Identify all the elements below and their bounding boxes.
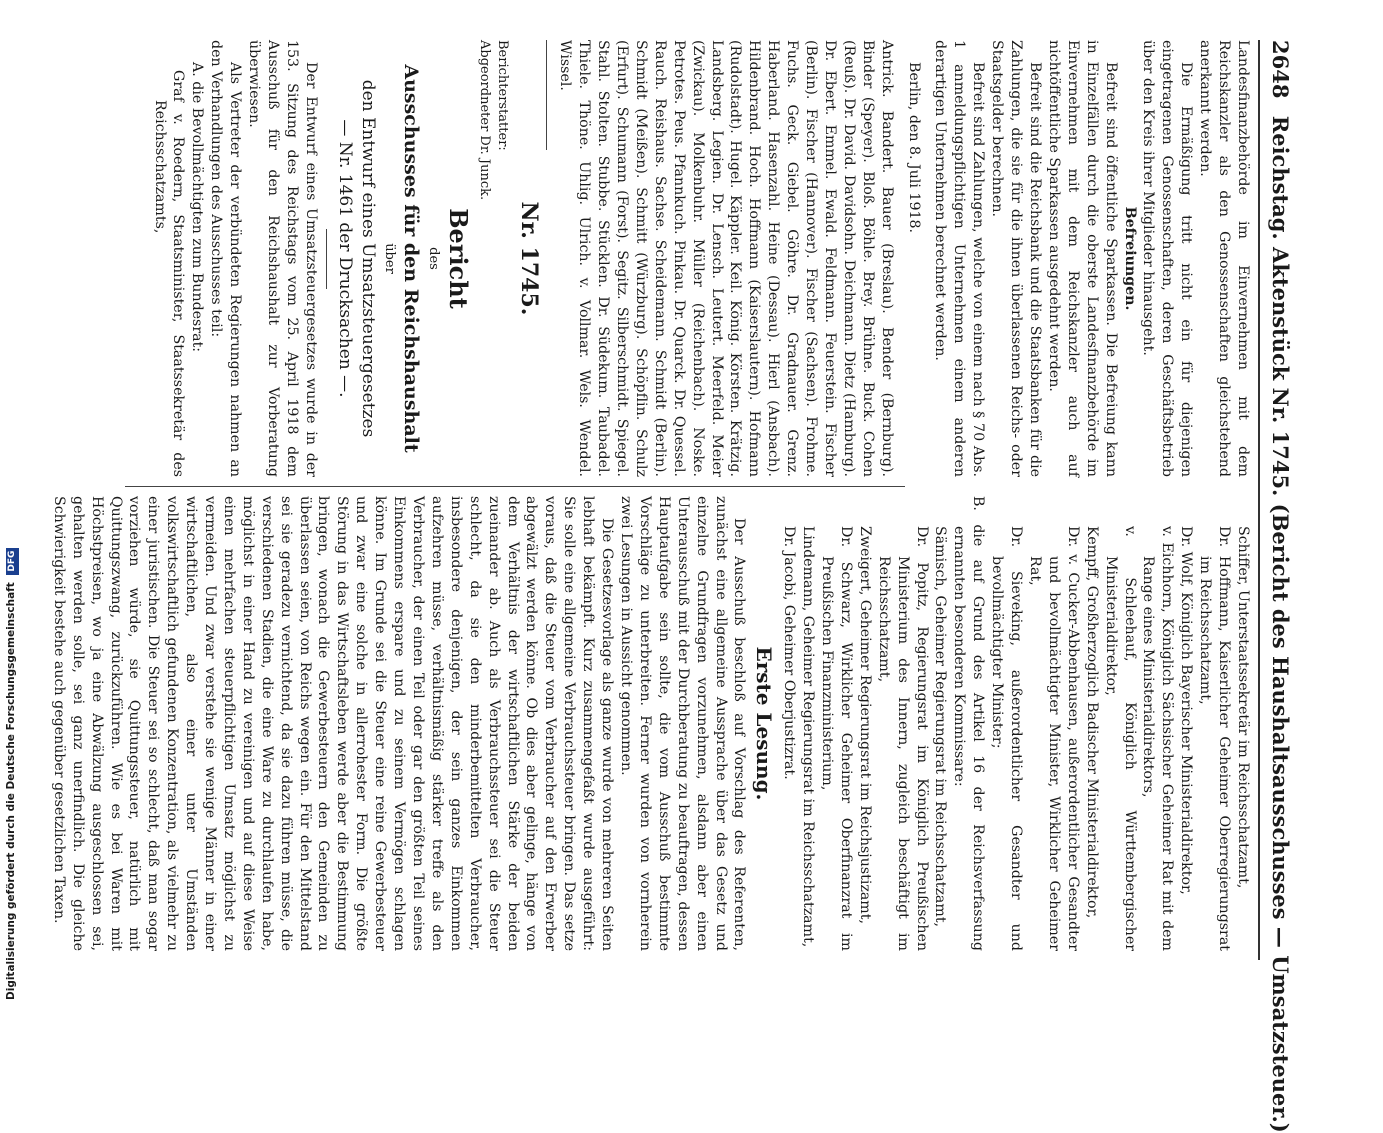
paragraph: Die Gesetzesvorlage als ganze wurde von mehreren Seiten lebhaft bekämpft. Kurz zusammengefaßt wurde ausgeführt: Sie solle eine allgemeine Verbrauchssteuer bringen. Das setze voraus, daß die Steuer vom Verbraucher auf den Erwerber abgewälzt werden könne. Ob dies aber gelinge, hänge von dem Verhältnis der wirtschaftlichen Stärke der beiden zueinander ab. Auch als Verbrauchssteuer sei die Steuer schlecht, da sie den minderbemittelten Verbraucher, insbesondere denjenigen, der sein ganzes Einkommen aufzehren müsse, verhältnismäßig stärker treffe als den Verbraucher, der einen Teil oder gar den größten Teil seines Einkommens erspare und zu seinem Vermögen schlagen könne. Im Grunde sei die Steuer eine reine Gewerbesteuer und zwar eine solche in allerrohester Form. Die größte Störung in das Wirtschaftsleben werde aber die Bestimmung bringen, wonach die Gewerbesteuern den Gemeinden zu überlassen seien, von Reichs wegen ein. Für den Mittelstand sei sie geradezu vernichtend, da sie dazu führen müsse, die verschiedenen Stadien, die eine Ware zu durchlaufen habe, möglichst in einer Hand zu vereinigen und auf diese Weise einen mehrfachen steuerpflichtigen Umsatz möglichst zu vermeiden. Und zwar verstehe sie wenige Männer in einer wirtschaftlichen, also einer unter Umständen volkswirtschaftlich gefundenen Konzentration, als vielmehr zu einer juristischen. Die Steuer sei so schlecht, daß man sogar vorziehen würde, sie Quittungssteuer, natürlich mit Quittungszwang, zurückzuführen. Wie es bei Waren mit Höchstpreisen, wo ja eine Abwälzung ausgeschlossen sei, gehalten werden solle, sei ganz unerfindlich. Die gleiche Schwierigkeit bestehe auch gegenüber gesetzlichen Taxen.: [50, 496, 616, 951]
paragraph: Der Entwurf eines Umsatzsteuergesetzes wurde in der 153. Sitzung des Reichstags vom 25. April 1918 dem Ausschuß für den Reichshaushalt zur Vorberatung überwiesen.: [246, 40, 319, 477]
report-title: Bericht: [443, 208, 473, 309]
running-title: Reichstag. Aktenstück Nr. 1745. (Bericht des Haushaltsausschusses — Umsatzsteuer.): [1268, 115, 1293, 1133]
list-item: Dr. Sieveking, außerordentlicher Gesandter und bevollmächtigter Minister;: [989, 526, 1025, 951]
paragraph: Als Vertreter der verbündeten Regierungen nahmen an den Verhandlungen des Ausschusses teil:: [208, 40, 244, 477]
list-item: v. Schleehauf, Königlich Württembergischer Ministerialdirektor,: [1102, 526, 1138, 951]
list-item: v. Eichhorn, Königlich Sächsischer Geheimer Rat mit dem Range eines Ministerialdirektors,: [1140, 526, 1176, 951]
paragraph: Die Ermäßigung tritt nicht ein für diejenigen eingetragenen Genossenschaften, deren Geschäftsbetrieb über den Kreis ihrer Mitglieder hinausgeht.: [1140, 40, 1195, 477]
list-item: Sämisch, Geheimer Regierungsrat im Reichsschatzamt,: [932, 526, 949, 928]
list-item: Dr. Hoffmann, Kaiserlicher Geheimer Oberregierungsrat im Reichsschatzamt,: [1197, 526, 1233, 951]
left-column: [150, 40, 1252, 477]
report-ueber: über: [381, 243, 397, 274]
digitization-credit: [2, 0, 20, 1000]
section-heading-erste-lesung: Erste Lesung.: [752, 646, 777, 801]
committee-title: Ausschusses für den Reichshaushalt: [399, 64, 422, 453]
list-heading-a: A. die Bevollmächtigten zum Bundesrat:: [189, 62, 206, 353]
draft-reference: — Nr. 1461 der Drucksachen —.: [334, 119, 355, 398]
paragraph: Befreit sind die Reichsbank und die Staatsbanken für die Zahlungen, die sie für die ihnen überlassenen Reichs- oder Staatsgelder berechnen.: [989, 40, 1044, 477]
list-item: Lindemann, Geheimer Regierungsrat im Reichsschatzamt,: [800, 526, 817, 948]
paragraph: Befreit sind Zahlungen, welche von einem nach § 70 Abs. 1 anmeldungspflichtigen Unternehmen einem anderen derartigen Unternehmen berechnet werden.: [932, 40, 987, 477]
paragraph: Befreit sind öffentliche Sparkassen. Die Befreiung kann in Einzelfällen durch die oberste Landesfinanzbehörde im Einvernehmen mit dem Reichskanzler auch auf nichtöffentliche Sparkassen ausgedehnt werden.: [1045, 40, 1119, 477]
rotated-page: [50, 40, 1300, 1133]
page-number: 2648: [1268, 40, 1293, 99]
date-line: Berlin, den 8. Juli 1918.: [905, 62, 922, 234]
intro-text: Landesfinanzbehörde im Einvernehmen mit dem Reichskanzler als den Genossenschaften gleichstehend anerkannt werden.: [1197, 40, 1251, 477]
section-heading-befreiungen: Befreiungen.: [1121, 206, 1138, 311]
list-item: Dr. Jacobi, Geheimer Oberjustizrat.: [781, 526, 798, 780]
list-item: Graf v. Roedern, Staatsminister, Staatssekretär des Reichsschatzamts,: [151, 70, 187, 477]
report-des: des: [425, 247, 441, 270]
credit-text: Digitalisierung gefördert durch die Deutsche Forschungsgemeinschaft: [5, 582, 17, 1000]
column-rule: [125, 486, 905, 487]
list-item: Dr. Wolf, Königlich Bayerischer Ministerialdirektor,: [1178, 526, 1195, 895]
list-item: Kempff, Großherzoglich Badischer Ministerialdirektor,: [1083, 526, 1100, 919]
dfg-logo: DFG: [6, 548, 19, 575]
reporter-name: Abgeordneter Dr. Junck.: [476, 40, 492, 201]
document-number: Nr. 1745.: [516, 201, 543, 316]
list-item: Dr. v. Cucker-Abbenhausen, außerordentlicher Gesandter und bevollmächtigter Minister, Wirklicher Geheimer Rat,: [1027, 526, 1081, 951]
list-heading-b: B. die auf Grund des Artikel 16 der Reichsverfassung ernannten besonderen Kommissare:: [951, 496, 987, 951]
signatories-list: Antrick. Bandert. Bauer (Breslau). Bender (Bernburg). Binder (Speyer). Bloß. Böhle. Brey. Brühne. Buck. Cohen (Reuß). Dr. David. Davidsohn. Deichmann. Dietz (Hamburg). Dr. Ebert. Emmel. Ewald. Feldmann. Feuerstein. Fischer (Berlin). Fischer (Hannover). Fischer (Sachsen). Frohme. Fuchs. Geck. Giebel. Göhre. Dr. Gradnauer. Grenz. Haberland. Hasenzahl. Heine (Dessau). Hierl (Ansbach). Hildenbrand. Hoch. Hoffmann (Kaiserslautern). Hofmann (Rudolstadt). Hugel. Käppler. Keil. König. Körsten. Krätzig. Landsberg. Legien. Dr. Lensch. Leutert. Meerfeld. Meier (Zwickau). Molkenbuhr. Müller (Reichenbach). Noske. Petrotes. Peus. Pfannkuch. Pinkau. Dr. Quarck. Dr. Quessel. Rauch. Reishaus. Sachse. Scheidemann. Schmidt (Berlin). Schmidt (Meißen). Schmitt (Würzburg). Schöpflin. Schulz (Erfurt). Schumann (Forst). Segitz. Silberschmidt. Spiegel. Stahl. Stolten. Stubbe. Stücklen. Dr. Südekum. Taubadel. Thiele. Thöne. Uhlig. Ulrich. v. Vollmar. Wels. Wendel. Wissel.: [557, 40, 895, 477]
reporter-label: Berichterstatter:: [495, 40, 511, 151]
list-item: Dr. Popitz, Regierungsrat im Königlich Preußischen Ministerium des Innern, zugleich beschäftigt im Reichsschatzamt,: [875, 526, 930, 951]
divider: [326, 229, 327, 289]
running-head: [1258, 40, 1300, 1133]
paragraph: Der Ausschuß beschloß auf Vorschlag des Referenten, zunächst eine allgemeine Aussprache über das Gesetz und einzelne Grundfragen vorzunehmen, alsdann aber einen Unterausschuß mit der Durchberatung zu beauftragen, dessen Hauptaufgabe sein sollte, die vom Ausschuß bestimmte Vorschläge zu unterbreiten. Ferner wurden von vornherein zwei Lesungen in Aussicht genommen.: [618, 496, 748, 951]
right-column: [49, 496, 1252, 951]
draft-title: den Entwurf eines Umsatzsteuergesetzes: [357, 79, 378, 438]
list-item: Zweigert, Geheimer Regierungsrat im Reichsjustizamt,: [856, 526, 873, 924]
list-item: Dr. Schwarz, Wirklicher Geheimer Oberfinanzrat im Preußischen Finanzministerium,: [819, 526, 854, 951]
divider: [546, 40, 547, 150]
list-item: Schiffer, Unterstaatssekretär im Reichsschatzamt,: [1235, 526, 1251, 889]
